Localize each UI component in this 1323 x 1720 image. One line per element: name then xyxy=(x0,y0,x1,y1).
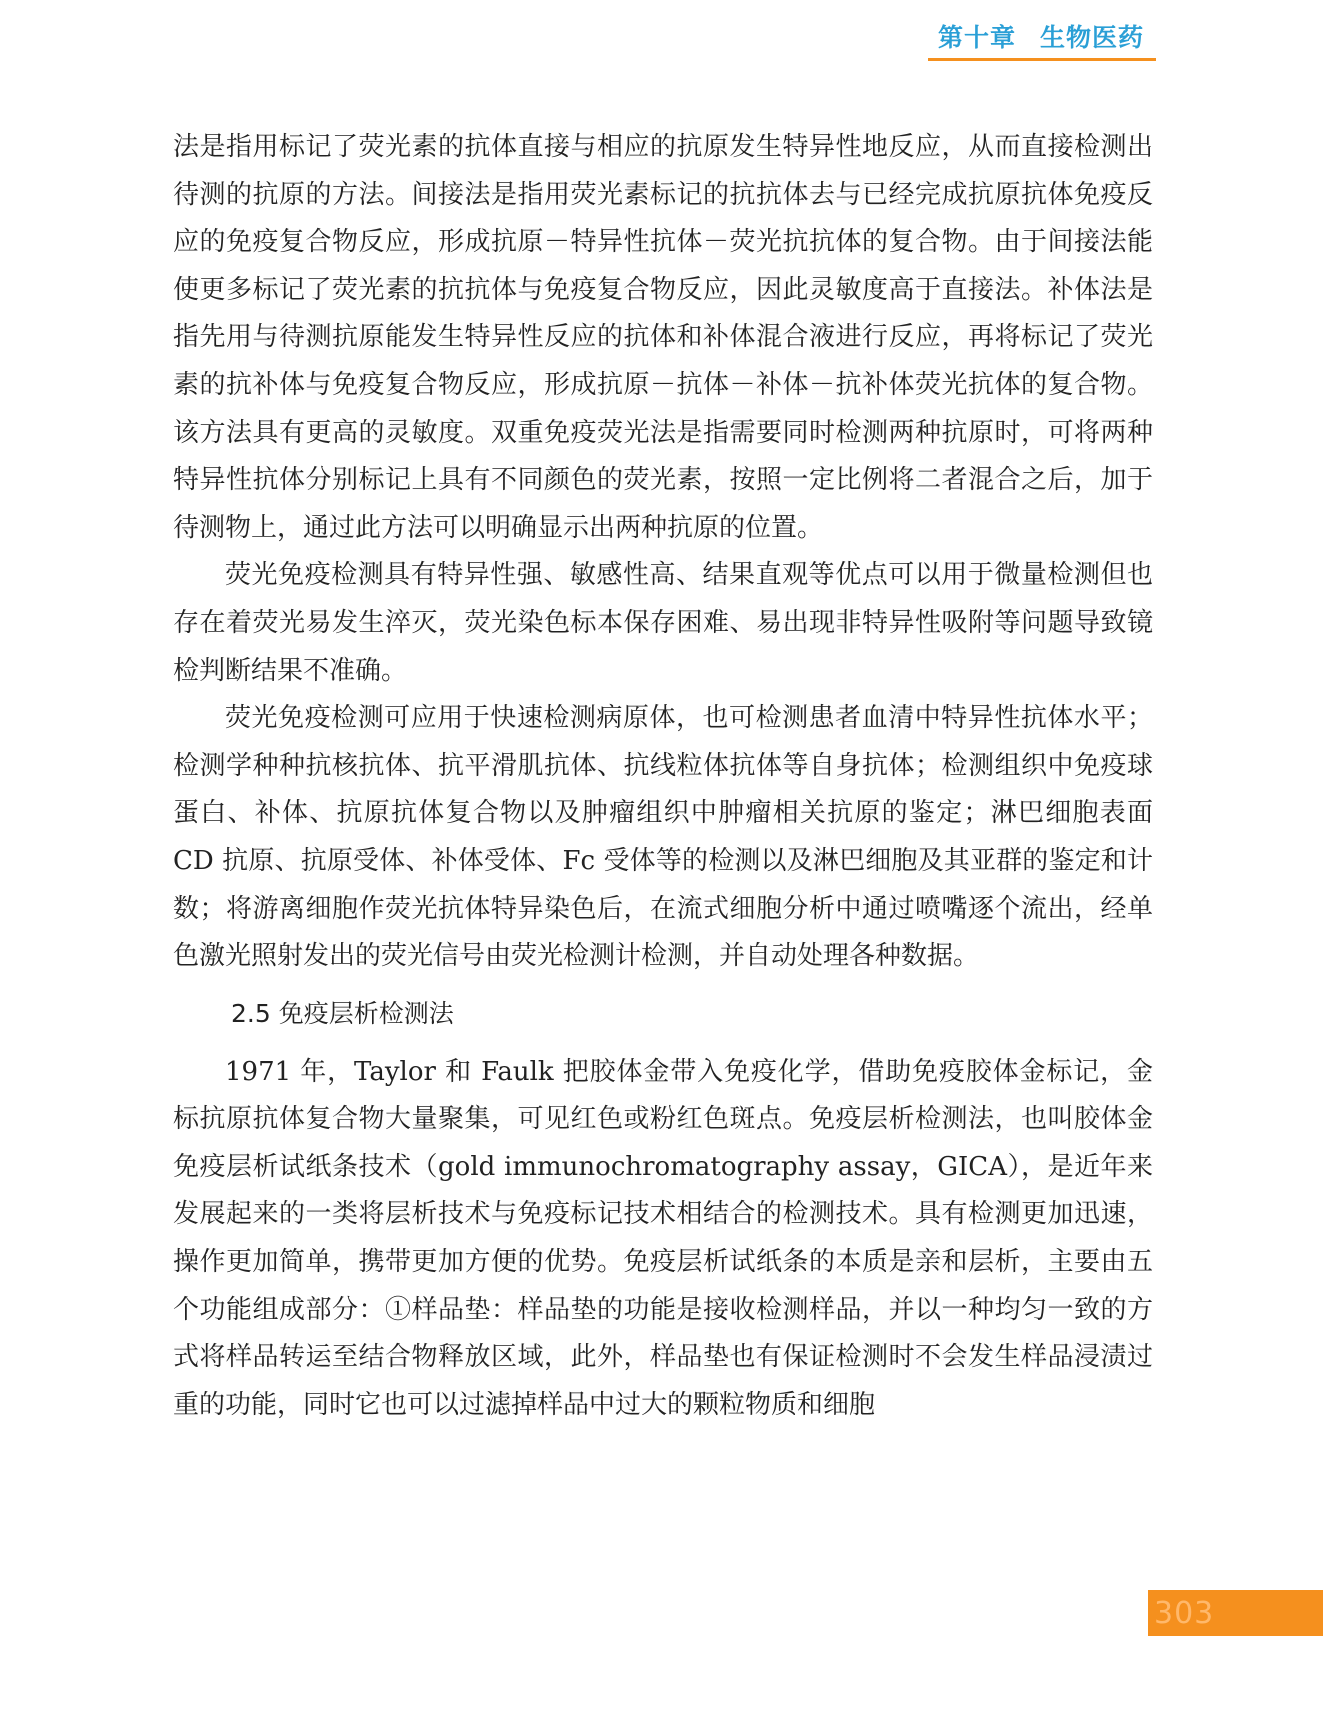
paragraph: 荧光免疫检测具有特异性强、敏感性高、结果直观等优点可以用于微量检测但也存在着荧光易发生淬灭，荧光染色标本保存困难、易出现非特异性吸附等问题导致镜检判断结果不准确。 xyxy=(173,560,1153,686)
paragraph: 1971 年，Taylor 和 Faulk 把胶体金带入免疫化学，借助免疫胶体金标记，金标抗原抗体复合物大量聚集，可见红色或粉红色斑点。免疫层析检测法，也叫胶体金免疫层析试纸条技术（gold immunochromatography assay，GICA），是近年来发展起来的一类将层析技术与免疫标记技术相结合的检测技术。具有检测更加迅速，操作更加简单，携带更加方便的优势。免疫层析试纸条的本质是亲和层析，主要由五个功能组成部分：①样品垫：样品垫的功能是接收检测样品，并以一种均匀一致的方式将样品转运至结合物释放区域，此外，样品垫也有保证检测时不会发生样品浸渍过重的功能，同时它也可以过滤掉样品中过大的颗粒物质和细胞 xyxy=(173,1056,1153,1420)
page-number: 303 xyxy=(1148,1590,1323,1636)
chapter-title: 生物医药 xyxy=(1040,23,1145,52)
paragraph-continued: 法是指用标记了荧光素的抗体直接与相应的抗原发生特异性地反应，从而直接检测出待测的抗原的方法。间接法是指用荧光素标记的抗抗体去与已经完成抗原抗体免疫反应的免疫复合物反应，形成抗原－特异性抗体－荧光抗抗体的复合物。由于间接法能使更多标记了荧光素的抗抗体与免疫复合物反应，因此灵敏度高于直接法。补体法是指先用与待测抗原能发生特异性反应的抗体和补体混合液进行反应，再将标记了荧光素的抗补体与免疫复合物反应，形成抗原－抗体－补体－抗补体荧光抗体的复合物。该方法具有更高的灵敏度。双重免疫荧光法是指需要同时检测两种抗原时，可将两种特异性抗体分别标记上具有不同颜色的荧光素，按照一定比例将二者混合之后，加于待测物上，通过此方法可以明确显示出两种抗原的位置。 xyxy=(173,132,1153,543)
paragraph: 荧光免疫检测可应用于快速检测病原体，也可检测患者血清中特异性抗体水平；检测学种种抗核抗体、抗平滑肌抗体、抗线粒体抗体等自身抗体；检测组织中免疫球蛋白、补体、抗原抗体复合物以及肿瘤组织中肿瘤相关抗原的鉴定；淋巴细胞表面 CD 抗原、抗原受体、补体受体、Fc 受体等的检测以及淋巴细胞及其亚群的鉴定和计数；将游离细胞作荧光抗体特异染色后，在流式细胞分析中通过喷嘴逐个流出，经单色激光照射发出的荧光信号由荧光检测计检测，并自动处理各种数据。 xyxy=(173,703,1153,972)
header-rule xyxy=(928,58,1156,61)
running-header xyxy=(926,14,1156,58)
section-heading: 2.5 免疫层析检测法 xyxy=(231,998,454,1028)
body-text xyxy=(173,124,1153,1429)
chapter-number: 第十章 xyxy=(937,23,1016,52)
